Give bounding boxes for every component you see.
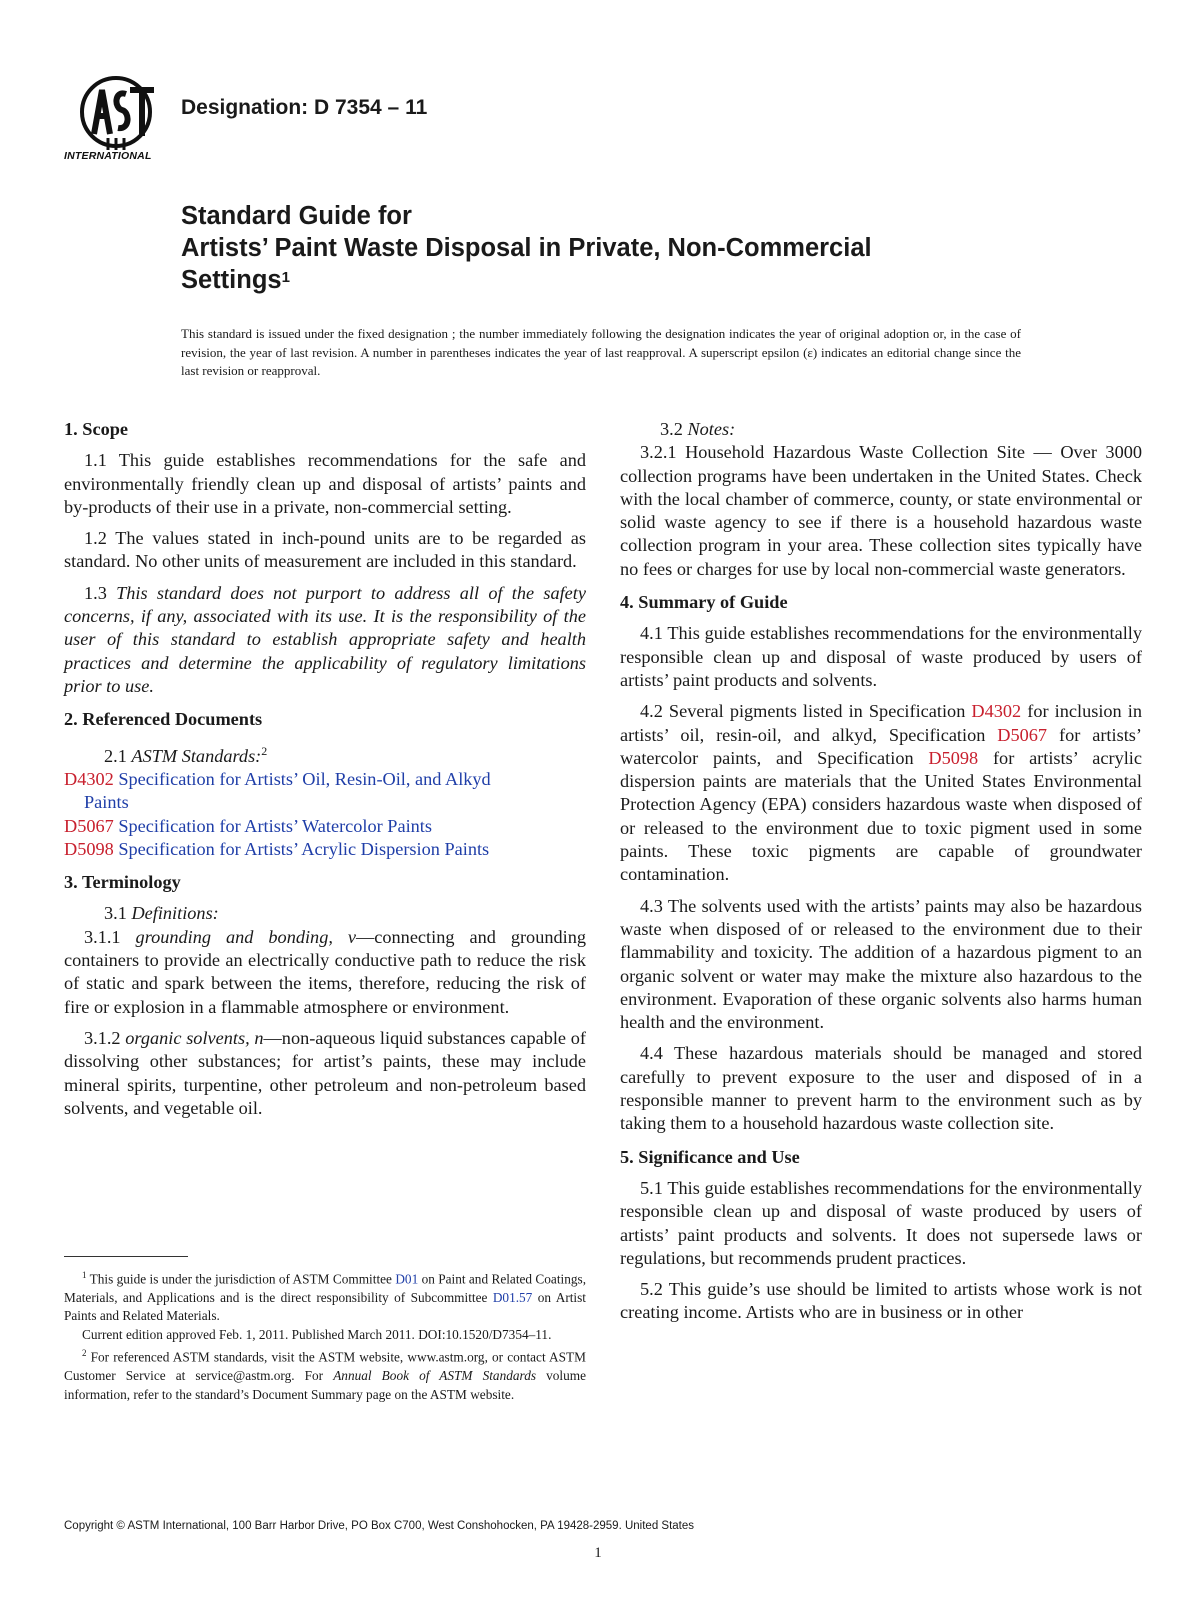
ref-title-cont[interactable]: Paints	[84, 792, 129, 813]
title-footnote-mark: 1	[281, 269, 290, 286]
para-4-2-text-a: 4.2 Several pigments listed in Specification	[640, 701, 966, 722]
para-3-2-1: 3.2.1 Household Hazardous Waste Collection Site — Over 3000 collection programs have been undertaken in the United States. Check with the local chamber of commerce, county, or state environmental or solid waste agency to see if there is a household hazardous waste collection program in your area. These collection sites typically have no fees or charges for use by local non-commercial waste generators.	[620, 442, 1142, 579]
para-1-3-text: This standard does not purport to address all of the safety concerns, if any, associated with its use. It is the responsibility of the user of this standard to establish appropriate safety and health practices and determine the applicability of regulatory limitations prior to use.	[64, 582, 586, 696]
logo-wordmark: INTERNATIONAL	[64, 150, 152, 162]
ref-title[interactable]: Specification for Artists’ Watercolor Paints	[118, 815, 432, 836]
ref-code[interactable]: D4302	[64, 768, 114, 789]
astm-logo-mark	[64, 72, 168, 152]
para-3-1-1-num: 3.1.1	[84, 926, 121, 947]
left-column	[64, 418, 586, 1128]
para-3-1	[64, 902, 586, 925]
para-2-1-text: ASTM Standards:	[131, 745, 262, 766]
footnote-1-text-c: on Artist Paints and Related Materials.	[64, 1289, 586, 1324]
para-3-2	[620, 418, 1142, 441]
para-3-2-num: 3.2	[660, 419, 683, 439]
para-1-3	[64, 582, 586, 698]
para-3-2-text: Notes:	[687, 419, 736, 439]
section-4-heading: 4. Summary of Guide	[620, 592, 788, 613]
link-d5067[interactable]: D5067	[997, 724, 1048, 745]
ref-code[interactable]: D5067	[64, 815, 114, 836]
designation: Designation: D 7354 – 11	[181, 96, 428, 119]
para-4-4: 4.4 These hazardous materials should be managed and stored carefully to prevent exposure to the user and disposed of in a responsible manner to prevent harm to the environment such as by taking them to a household hazardous waste collection site.	[620, 1043, 1142, 1134]
title-line-3-text: Settings	[181, 266, 282, 294]
document-title	[181, 200, 1081, 296]
para-3-1-2-text: —non-aqueous liquid substances capable of dissolving other substances; for artist’s paints, these may include mineral spirits, turpentine, other petroleum and non-petroleum based solvents, and vegetable oil.	[64, 1027, 586, 1118]
title-line-2: Artists’ Paint Waste Disposal in Private, Non-Commercial	[181, 234, 872, 262]
para-2-1	[64, 740, 586, 768]
section-2-heading: 2. Referenced Documents	[64, 709, 263, 730]
para-3-1-2	[64, 1027, 586, 1120]
link-d01[interactable]: D01	[395, 1271, 419, 1287]
link-d01-57[interactable]: D01.57	[492, 1289, 533, 1305]
para-4-2-text-c: for artists’ watercolor paints, and Specification	[620, 724, 1142, 768]
term-grounding: grounding and bonding, v	[135, 926, 356, 947]
footnote-2-italic: Annual Book of ASTM Standards	[333, 1368, 537, 1384]
title-line-1: Standard Guide for	[181, 202, 412, 230]
footnote-rule	[64, 1256, 188, 1257]
footnote-1-text-a: This guide is under the jurisdiction of ASTM Committee	[89, 1271, 392, 1287]
para-3-1-text: Definitions:	[131, 903, 219, 924]
para-5-1: 5.1 This guide establishes recommendations for the environmentally responsible clean up and disposal of waste produced by users of artists’ paint products and solvents. It does not supersede laws or regulations, but recommends prudent practices.	[620, 1177, 1142, 1268]
para-1-3-num: 1.3	[84, 582, 107, 603]
footnote-2	[64, 1344, 586, 1404]
para-2-1-sup: 2	[261, 743, 268, 758]
link-d5098[interactable]: D5098	[928, 747, 979, 768]
footnote-1	[64, 1266, 586, 1326]
para-1-2: 1.2 The values stated in inch-pound units are to be regarded as standard. No other units of measurement are included in this standard.	[64, 528, 586, 572]
para-2-1-num: 2.1	[104, 745, 127, 766]
issue-note: This standard is issued under the fixed designation ; the number immediately following the designation indicates the year of original adoption or, in the case of revision, the year of last revision. A number in parentheses indicates the year of last reapproval. A superscript epsilon (ε) indicates an editorial change since the last revision or reapproval.	[181, 326, 1021, 378]
reference-d5098[interactable]	[64, 838, 586, 861]
page-number: 1	[594, 1545, 602, 1561]
para-4-3: 4.3 The solvents used with the artists’ paints may also be hazardous waste when disposed of or released to the environment due to their flammability and toxicity. The addition of a hazardous pigment to an organic solvent or water may make the mixture also hazardous to the environment. Evaporation of these organic solvents also harms human health and the environment.	[620, 895, 1142, 1033]
para-3-1-num: 3.1	[104, 903, 127, 924]
para-4-2	[620, 700, 1142, 886]
para-4-1: 4.1 This guide establishes recommendations for the environmentally responsible clean up and disposal of waste produced by users of artists’ paint products and solvents.	[620, 623, 1142, 690]
reference-d4302[interactable]	[64, 768, 586, 791]
para-5-2: 5.2 This guide’s use should be limited to artists whose work is not creating income. Artists who are in business or in other	[620, 1279, 1142, 1323]
ref-title[interactable]: Specification for Artists’ Acrylic Dispersion Paints	[118, 838, 490, 859]
section-5-heading: 5. Significance and Use	[620, 1146, 800, 1167]
footnotes	[64, 1266, 586, 1404]
right-column	[620, 418, 1142, 1333]
para-1-1: 1.1 This guide establishes recommendations for the safe and environmentally friendly clean up and disposal of artists’ paints and by-products of their use in a private, non-commercial setting.	[64, 450, 586, 517]
ref-title[interactable]: Specification for Artists’ Oil, Resin-Oil, and Alkyd	[118, 768, 491, 789]
footnote-1-edition: Current edition approved Feb. 1, 2011. Published March 2011. DOI:10.1520/D7354–11.	[82, 1326, 552, 1342]
footnote-2-mark: 2	[82, 1348, 87, 1359]
para-4-2-text-d: for artists’ acrylic dispersion paints are materials that the United States Environmental Protection Agency (EPA) considers hazardous waste when disposed of or released to the environment due to toxic pigment used in some paints. These toxic pigments are capable of groundwater contamination.	[620, 747, 1142, 885]
title-line-3	[181, 264, 1081, 296]
footnote-1-mark: 1	[82, 1270, 87, 1280]
para-3-1-2-num: 3.1.2	[84, 1027, 121, 1048]
footnote-1-text-b: on Paint and Related Coatings, Materials, and Applications and is the direct responsibility of Subcommittee	[64, 1271, 587, 1305]
ref-code[interactable]: D5098	[64, 838, 114, 859]
para-3-1-1-text: —connecting and grounding containers to provide an electrically conductive path to reduce the risk of static and spark between the items, therefore, reducing the risk of fire or explosion in a flammable atmosphere or environment.	[64, 926, 586, 1017]
astm-logo	[64, 72, 168, 168]
reference-d4302-continued[interactable]	[64, 791, 586, 814]
para-3-1-1	[64, 926, 586, 1019]
reference-d5067[interactable]	[64, 815, 586, 838]
footnote-2-text-b: volume information, refer to the standard’s Document Summary page on the ASTM website.	[64, 1368, 586, 1402]
copyright-notice: Copyright © ASTM International, 100 Barr Harbor Drive, PO Box C700, West Conshohocken, PA 19428-2959. United States	[64, 1520, 695, 1532]
section-1-heading: 1. Scope	[64, 419, 128, 439]
link-d4302[interactable]: D4302	[971, 701, 1022, 722]
section-3-heading: 3. Terminology	[64, 872, 181, 893]
footnote-2-text-a: For referenced ASTM standards, visit the ASTM website, www.astm.org, or contact ASTM Customer Service at service@astm.org. For	[64, 1349, 586, 1384]
term-organic-solvents: organic solvents, n	[125, 1027, 264, 1048]
para-4-2-text-b: for inclusion in artists’ oil, resin-oil, and alkyd, Specification	[620, 701, 1142, 745]
